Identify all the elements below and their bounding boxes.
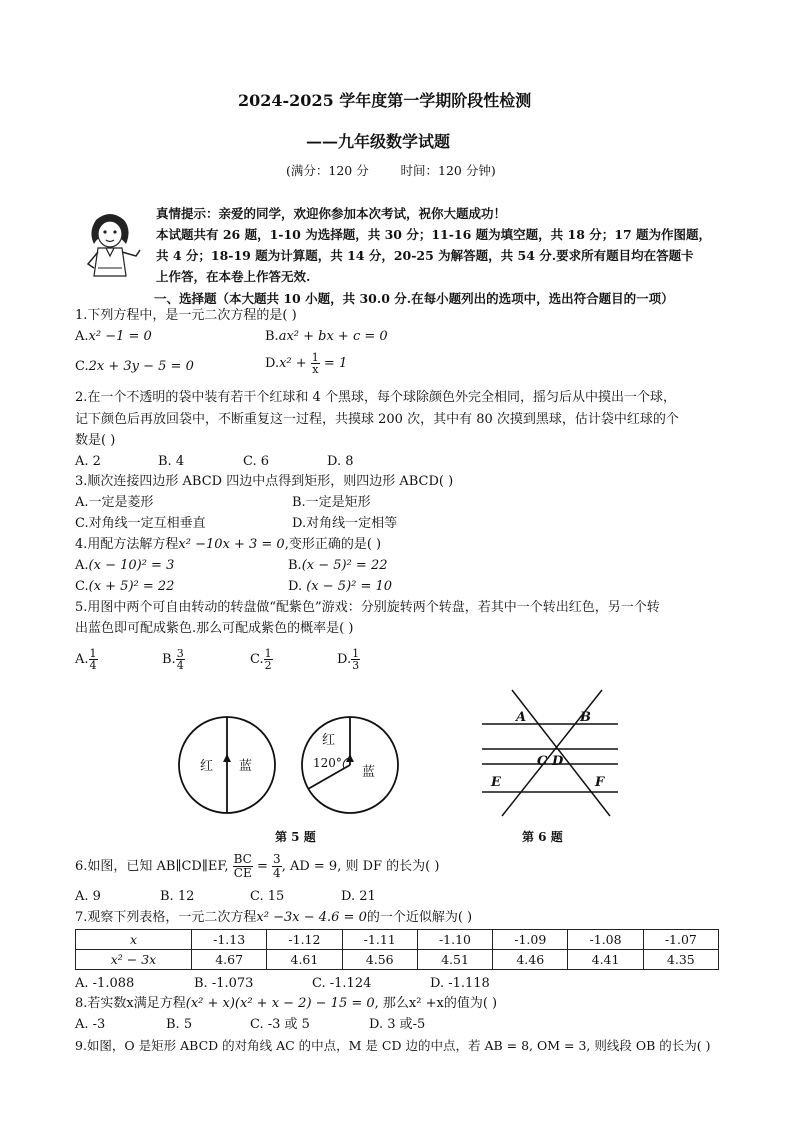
q4-option-b: B.(x − 5)² = 22 [288,558,388,573]
q7-option-b: B. -1.073 [194,976,254,991]
teacher-cartoon-icon [76,210,148,282]
q4-option-d: D. (x − 5)² = 10 [288,579,393,594]
q6-option-c: C. 15 [250,889,285,904]
q7-option-c: C. -1.124 [312,976,372,991]
q2-line-2: 记下颜色后再放回袋中，不断重复这一过程，共摸球 200 次，其中有 80 次摸到黑球，估计袋中红球的个 [75,412,679,427]
q8-stem: 8.若实数x满足方程(x² + x)(x² + x − 2) − 15 = 0, 那么x² +x的值为( ) [75,996,498,1011]
q1-stem: 1.下列方程中，是一元二次方程的是( ) [75,308,297,323]
q5-line-2: 出蓝色即可配成紫色.那么可配成紫色的概率是( ) [75,621,354,636]
q5-option-b: B. $\frac{3}{4}$ [162,647,184,672]
table-row [76,950,719,970]
table-cell: x [76,930,192,950]
table-cell: 4.56 [342,950,417,970]
table-row [76,930,719,950]
spinner1-blue-label: 蓝 [239,759,253,774]
table-cell: 4.51 [417,950,492,970]
q1-option-c: C.2x + 3y − 5 = 0 [75,359,194,374]
table-cell: -1.08 [568,930,643,950]
q3-stem: 3.顺次连接四边形 ABCD 四边中点得到矩形，则四边形 ABCD( ) [75,474,454,489]
table-cell: -1.12 [267,930,342,950]
table-cell: 4.67 [192,950,267,970]
point-e-label: E [491,775,501,790]
spinner2-blue-label: 蓝 [362,765,376,780]
q5-option-d: D. $\frac{1}{3}$ [337,647,360,672]
q8-option-a: A. -3 [75,1017,106,1032]
notice-line-4: 上作答，在本卷上作答无效. [156,269,311,284]
exam-meta: (满分：120 分 时间：120 分钟) [286,163,496,178]
q6-option-a: A. 9 [75,889,101,904]
point-f-label: F [595,775,605,790]
q4-option-c: C.(x + 5)² = 22 [75,579,175,594]
table-cell: 4.41 [568,950,643,970]
q3-option-c: C.对角线一定互相垂直 [75,516,206,531]
q7-table [75,929,719,970]
q6-option-b: B. 12 [160,889,195,904]
figure-5-caption: 第 5 题 [275,830,316,844]
point-b-label: B [580,710,591,725]
q3-option-a: A.一定是菱形 [75,495,154,510]
q2-option-c: C. 6 [243,454,270,469]
figure-6-caption: 第 6 题 [522,830,563,844]
q7-option-a: A. -1.088 [75,976,135,991]
q7-option-d: D. -1.118 [430,976,490,991]
table-cell: -1.11 [342,930,417,950]
q4-stem: 4.用配方法解方程x² −10x + 3 = 0,变形正确的是( ) [75,537,382,552]
exam-subtitle: ——九年级数学试题 [306,132,451,151]
q1-option-b: B.ax² + bx + c = 0 [265,329,388,344]
exam-title: 2024-2025 学年度第一学期阶段性检测 [238,91,532,110]
spinner2-angle-label: 120° [313,756,342,770]
q8-option-c: C. -3 或 5 [250,1017,310,1032]
table-cell: 4.46 [493,950,568,970]
notice-line-1: 真情提示：亲爱的同学，欢迎你参加本次考试，祝你大题成功！ [156,206,507,221]
q8-option-b: B. 5 [166,1017,193,1032]
q2-line-3: 数是( ) [75,433,116,448]
q5-line-1: 5.用图中两个可自由转动的转盘做“配紫色”游戏：分别旋转两个转盘，若其中一个转出红色，另一个转 [75,600,660,615]
q6-stem: 6.如图，已知 AB∥CD∥EF, $\frac{BC}{CE}$ = $\frac{3}{4}$ , AD = 9, 则 DF 的长为( ) [75,852,440,880]
notice-line-2: 本试题共有 26 题，1-10 为选择题，共 30 分；11-16 题为填空题，共 18 分；17 题为作图题， [156,227,712,242]
table-cell: 4.35 [643,950,718,970]
table-cell: -1.13 [192,930,267,950]
point-a-label: A [516,710,527,725]
q3-option-b: B.一定是矩形 [292,495,371,510]
point-c-label: C [537,754,548,769]
q9-stem: 9.如图，O 是矩形 ABCD 的对角线 AC 的中点，M 是 CD 边的中点，若 AB = 8, OM = 3, 则线段 OB 的长为( ) [75,1038,711,1053]
table-cell: x² − 3x [76,950,192,970]
q1-option-d: D.x² + $\frac{1}{x}$ = 1 [265,351,348,376]
spinner2-red-label: 红 [322,733,336,748]
point-d-label: D [552,754,564,769]
q6-option-d: D. 21 [341,889,376,904]
q4-option-a: A.(x − 10)² = 3 [75,558,175,573]
q3-option-d: D.对角线一定相等 [292,516,398,531]
table-cell: -1.10 [417,930,492,950]
q8-option-d: D. 3 或-5 [369,1017,426,1032]
spinner1-red-label: 红 [200,759,214,774]
table-cell: -1.07 [643,930,718,950]
q7-stem: 7.观察下列表格，一元二次方程x² −3x − 4.6 = 0的一个近似解为( ) [75,910,473,925]
section-1-heading: 一、选择题（本大题共 10 小题，共 30.0 分.在每小题列出的选项中，选出符合题目的一项） [154,291,674,306]
q1-option-a: A.x² −1 = 0 [75,329,152,344]
q2-option-a: A. 2 [75,454,101,469]
notice-line-3: 共 4 分；18-19 题为计算题，共 14 分，20-25 为解答题，共 54 分.要求所有题目均在答题卡 [156,248,694,263]
q5-option-c: C. $\frac{1}{2}$ [250,647,272,672]
table-cell: 4.61 [267,950,342,970]
q2-option-b: B. 4 [158,454,185,469]
q5-option-a: A. $\frac{1}{4}$ [75,647,97,672]
table-cell: -1.09 [493,930,568,950]
fraction: $\frac{1}{x}$ [311,351,319,376]
q2-line-1: 2.在一个不透明的袋中装有若干个红球和 4 个黑球，每个球除颜色外完全相同，摇匀后从中摸出一个球， [75,390,676,405]
q2-option-d: D. 8 [327,454,354,469]
